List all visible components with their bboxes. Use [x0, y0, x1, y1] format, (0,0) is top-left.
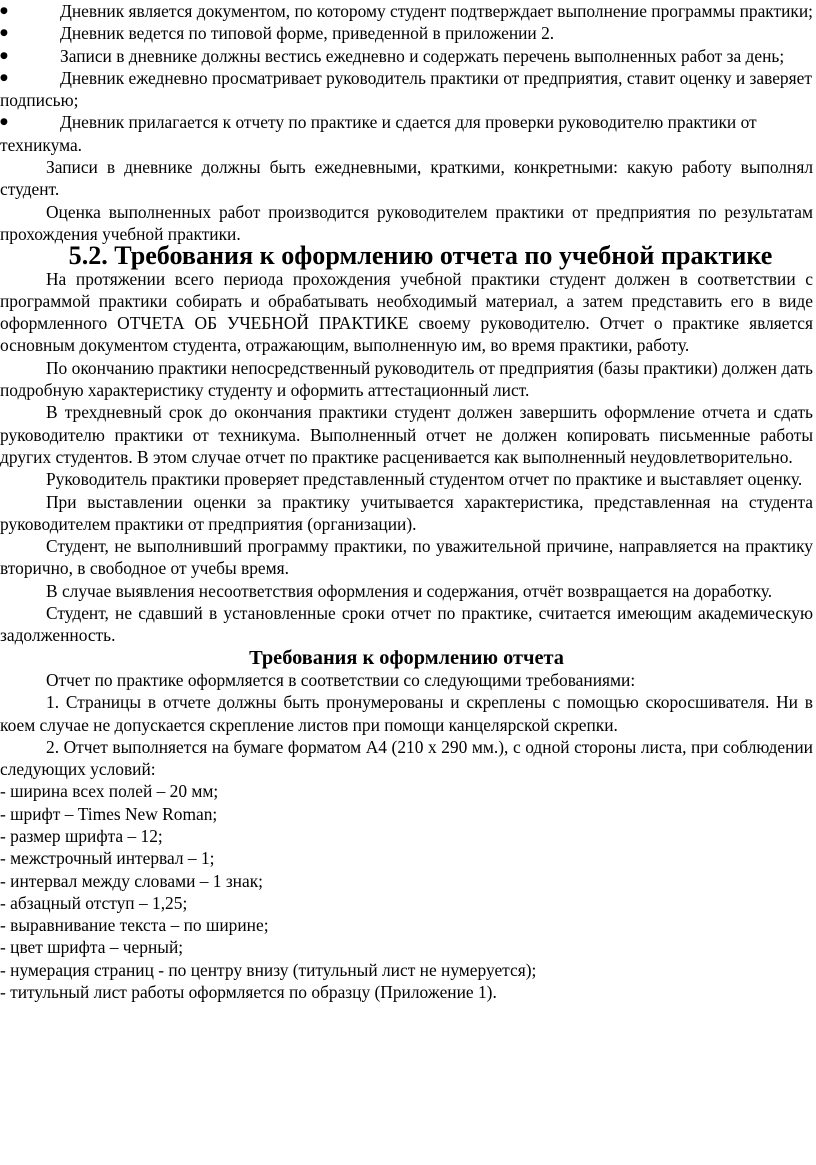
bullet-dot-icon: ● — [0, 72, 8, 83]
condition-item: - нумерация страниц - по центру внизу (титульный лист не нумеруется); — [0, 959, 537, 980]
paragraph: Руководитель практики проверяет представленный студентом отчет по практике и выставляет оценку. — [46, 469, 803, 490]
condition-item: - выравнивание текста – по ширине; — [0, 915, 269, 936]
formatting-conditions-list — [0, 780, 813, 1003]
numbered-item: 2. Отчет выполняется на бумаге форматом А4 (210 х 290 мм.), с одной стороны листа, при соблюдении следующих условий: — [0, 736, 813, 780]
list-item — [0, 22, 813, 44]
paragraph-diary-records: Записи в дневнике должны быть ежедневными, краткими, конкретными: какую работу выполнял студент. — [0, 157, 813, 200]
list-item-text: Записи в дневнике должны вестись ежедневно и содержать перечень выполненных работ за день; — [60, 45, 785, 66]
list-item — [0, 45, 813, 67]
condition-item: - интервал между словами – 1 знак; — [0, 870, 263, 891]
diary-rules-list — [0, 0, 813, 156]
paragraph: Студент, не сдавший в установленные сроки отчет по практике, считается имеющим академическую задолженность. — [0, 603, 813, 646]
list-item-text: Дневник прилагается к отчету по практике и сдается для проверки руководителю практики от техникума. — [0, 112, 757, 155]
condition-item: - ширина всех полей – 20 мм; — [0, 781, 219, 802]
bullet-dot-icon: ● — [0, 28, 8, 39]
paragraph: По окончанию практики непосредственный руководитель от предприятия (базы практики) должен дать подробную характеристику студенту и оформить аттестационный лист. — [0, 357, 813, 401]
condition-item: - цвет шрифта – черный; — [0, 937, 184, 958]
paragraph-work-assessment: Оценка выполненных работ производится руководителем практики от предприятия по результатам прохождения учебной практики. — [0, 201, 813, 244]
requirements-intro: Отчет по практике оформляется в соответствии со следующими требованиями: — [46, 669, 636, 690]
paragraph: Студент, не выполнивший программу практики, по уважительной причине, направляется на практику вторично, в свободное от учебы время. — [0, 536, 813, 579]
section-heading: 5.2. Требования к оформлению отчета по учебной практике — [68, 241, 773, 271]
condition-item: - шрифт – Times New Roman; — [0, 803, 218, 824]
condition-item: - размер шрифта – 12; — [0, 825, 163, 846]
list-item-text: Дневник ведется по типовой форме, приведенной в приложении 2. — [60, 23, 555, 44]
bullet-dot-icon: ● — [0, 50, 8, 61]
paragraph: На протяжении всего периода прохождения учебной практики студент должен в соответствии с программой практики собирать и обрабатывать необходимый материал, а затем представить его в виде оформленного ОТЧЕТА ОБ УЧЕБНОЙ ПРАКТИКЕ своему руководителю. Отчет о практике является основным документом студента, отражающим, выполненную им, во время практики, работу. — [0, 268, 813, 356]
list-item — [0, 0, 813, 22]
requirements-heading: Требования к оформлению отчета — [249, 646, 564, 669]
list-item — [0, 111, 813, 156]
list-item — [0, 67, 813, 112]
paragraph: При выставлении оценки за практику учитывается характеристика, представленная на студента руководителем практики от предприятия (организации). — [0, 491, 813, 534]
list-item-text: Дневник ежедневно просматривает руководитель практики от предприятия, ставит оценку и заверяет подписью; — [0, 67, 812, 111]
numbered-item: 1. Страницы в отчете должны быть пронумерованы и скреплены с помощью скоросшивателя. Ни в коем случае не допускается скрепление листов при помощи канцелярской скрепки. — [0, 692, 813, 735]
bullet-dot-icon: ● — [0, 6, 8, 16]
bullet-dot-icon: ● — [0, 117, 8, 128]
condition-item: - абзацный отступ – 1,25; — [0, 892, 188, 913]
list-item-text: Дневник является документом, по которому студент подтверждает выполнение программы практики; — [60, 1, 813, 21]
condition-item: - межстрочный интервал – 1; — [0, 848, 215, 869]
paragraph: В трехдневный срок до окончания практики студент должен завершить оформление отчета и сдать руководителю практики от техникума. Выполненный отчет не должен копировать письменные работы других студентов. В этом случае отчет по практике расценивается как выполненный неудовлетворительно. — [0, 402, 813, 467]
condition-item: - титульный лист работы оформляется по образцу (Приложение 1). — [0, 982, 497, 1003]
paragraph: В случае выявления несоответствия оформления и содержания, отчёт возвращается на доработку. — [46, 580, 773, 601]
